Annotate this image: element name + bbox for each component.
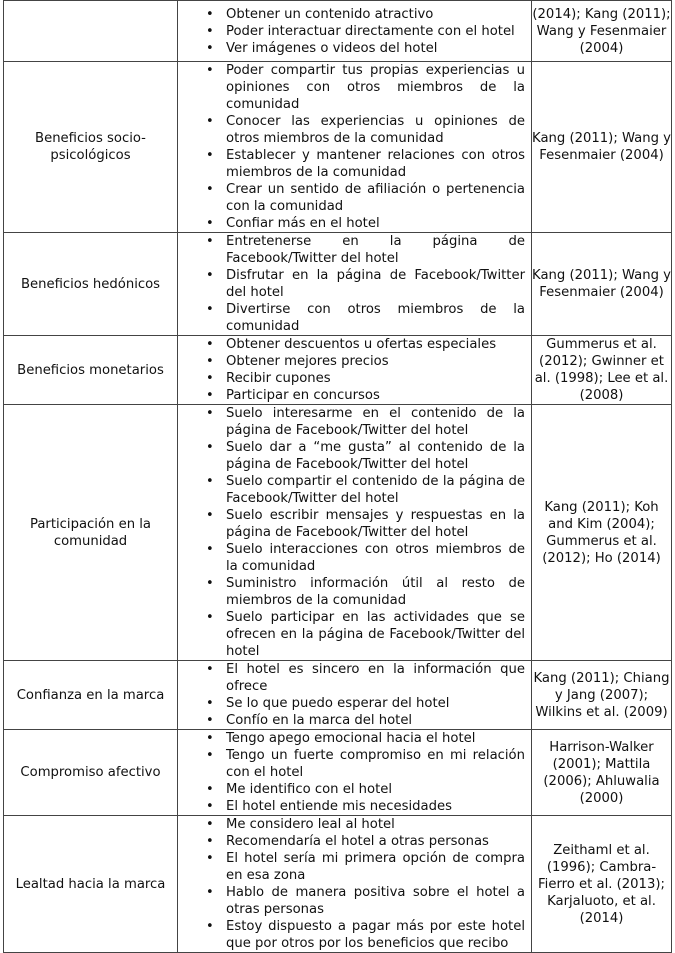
authors-cell: Kang (2011); Wang y Fesenmaier (2004) — [532, 62, 672, 233]
authors-cell: Gummerus et al. (2012); Gwinner et al. (1998); Lee et al. (2008) — [532, 336, 672, 405]
list-item: • Conocer las experiencias u opiniones de otros miembros de la comunidad — [178, 113, 525, 147]
table-row — [4, 661, 672, 730]
construct-cell: Lealtad hacia la marca — [4, 816, 178, 953]
authors-cell: (2014); Kang (2011); Wang y Fesenmaier (2004) — [532, 1, 672, 62]
table-row — [4, 405, 672, 661]
construct-cell: Beneficios monetarios — [4, 336, 178, 405]
list-item: • Estoy dispuesto a pagar más por este hotel que por otros por los beneficios que recibo — [178, 918, 525, 952]
construct-cell: Beneficios hedónicos — [4, 233, 178, 336]
list-item: • Poder compartir tus propias experiencias u opiniones con otros miembros de la comunidad — [178, 62, 525, 113]
table-row — [4, 1, 672, 62]
list-item: • Confiar más en el hotel — [178, 215, 525, 232]
authors-cell: Zeithaml et al. (1996); Cambra-Fierro et al. (2013); Karjaluoto, et al. (2014) — [532, 816, 672, 953]
list-item: • Tengo apego emocional hacia el hotel — [178, 730, 525, 747]
item-list — [178, 336, 531, 404]
list-item: • Disfrutar en la página de Facebook/Twitter del hotel — [178, 267, 525, 301]
table-row — [4, 336, 672, 405]
list-item: • Confío en la marca del hotel — [178, 712, 525, 729]
items-cell — [178, 1, 532, 62]
authors-cell: Kang (2011); Chiang y Jang (2007); Wilkins et al. (2009) — [532, 661, 672, 730]
item-list — [178, 233, 531, 335]
table-row — [4, 62, 672, 233]
list-item: • Hablo de manera positiva sobre el hotel a otras personas — [178, 884, 525, 918]
list-item: • Me identifico con el hotel — [178, 781, 525, 798]
authors-cell: Kang (2011); Wang y Fesenmaier (2004) — [532, 233, 672, 336]
list-item: • Suministro información útil al resto de miembros de la comunidad — [178, 575, 525, 609]
list-item: • Crear un sentido de afiliación o pertenencia con la comunidad — [178, 181, 525, 215]
list-item: • Suelo compartir el contenido de la página de Facebook/Twitter del hotel — [178, 473, 525, 507]
list-item: • Obtener descuentos u ofertas especiales — [178, 336, 525, 353]
list-item: • Recibir cupones — [178, 370, 525, 387]
items-cell — [178, 62, 532, 233]
list-item: • Obtener mejores precios — [178, 353, 525, 370]
construct-cell: Participación en la comunidad — [4, 405, 178, 661]
list-item: • Suelo interesarme en el contenido de la página de Facebook/Twitter del hotel — [178, 405, 525, 439]
construct-cell — [4, 1, 178, 62]
item-list — [178, 62, 531, 232]
table-body — [4, 1, 672, 953]
list-item: • Suelo dar a “me gusta” al contenido de la página de Facebook/Twitter del hotel — [178, 439, 525, 473]
item-list — [178, 730, 531, 815]
list-item: • Entretenerse en la página de Facebook/Twitter del hotel — [178, 233, 525, 267]
list-item: • El hotel entiende mis necesidades — [178, 798, 525, 815]
authors-cell: Kang (2011); Koh and Kim (2004); Gummerus et al. (2012); Ho (2014) — [532, 405, 672, 661]
list-item: • Se lo que puedo esperar del hotel — [178, 695, 525, 712]
list-item: • Divertirse con otros miembros de la comunidad — [178, 301, 525, 335]
table-row — [4, 816, 672, 953]
items-cell — [178, 816, 532, 953]
list-item: • Suelo participar en las actividades que se ofrecen en la página de Facebook/Twitter del hotel — [178, 609, 525, 660]
items-cell — [178, 730, 532, 816]
list-item: • Tengo un fuerte compromiso en mi relación con el hotel — [178, 747, 525, 781]
list-item: • Suelo interacciones con otros miembros de la comunidad — [178, 541, 525, 575]
list-item: • Participar en concursos — [178, 387, 525, 404]
list-item: • Obtener un contenido atractivo — [178, 6, 525, 23]
items-cell — [178, 336, 532, 405]
item-list — [178, 661, 531, 729]
construct-cell: Beneficios socio-psicológicos — [4, 62, 178, 233]
item-list — [178, 6, 531, 57]
item-list — [178, 405, 531, 660]
list-item: • Me considero leal al hotel — [178, 816, 525, 833]
list-item: • Suelo escribir mensajes y respuestas en la página de Facebook/Twitter del hotel — [178, 507, 525, 541]
list-item: • El hotel es sincero en la información que ofrece — [178, 661, 525, 695]
construct-cell: Compromiso afectivo — [4, 730, 178, 816]
items-cell — [178, 405, 532, 661]
list-item: • Poder interactuar directamente con el hotel — [178, 23, 525, 40]
constructs-table — [3, 0, 672, 953]
item-list — [178, 816, 531, 952]
list-item: • Ver imágenes o videos del hotel — [178, 40, 525, 57]
construct-cell: Confianza en la marca — [4, 661, 178, 730]
list-item: • Establecer y mantener relaciones con otros miembros de la comunidad — [178, 147, 525, 181]
table-row — [4, 233, 672, 336]
list-item: • El hotel sería mi primera opción de compra en esa zona — [178, 850, 525, 884]
list-item: • Recomendaría el hotel a otras personas — [178, 833, 525, 850]
items-cell — [178, 661, 532, 730]
items-cell — [178, 233, 532, 336]
table-row — [4, 730, 672, 816]
authors-cell: Harrison-Walker (2001); Mattila (2006); Ahluwalia (2000) — [532, 730, 672, 816]
